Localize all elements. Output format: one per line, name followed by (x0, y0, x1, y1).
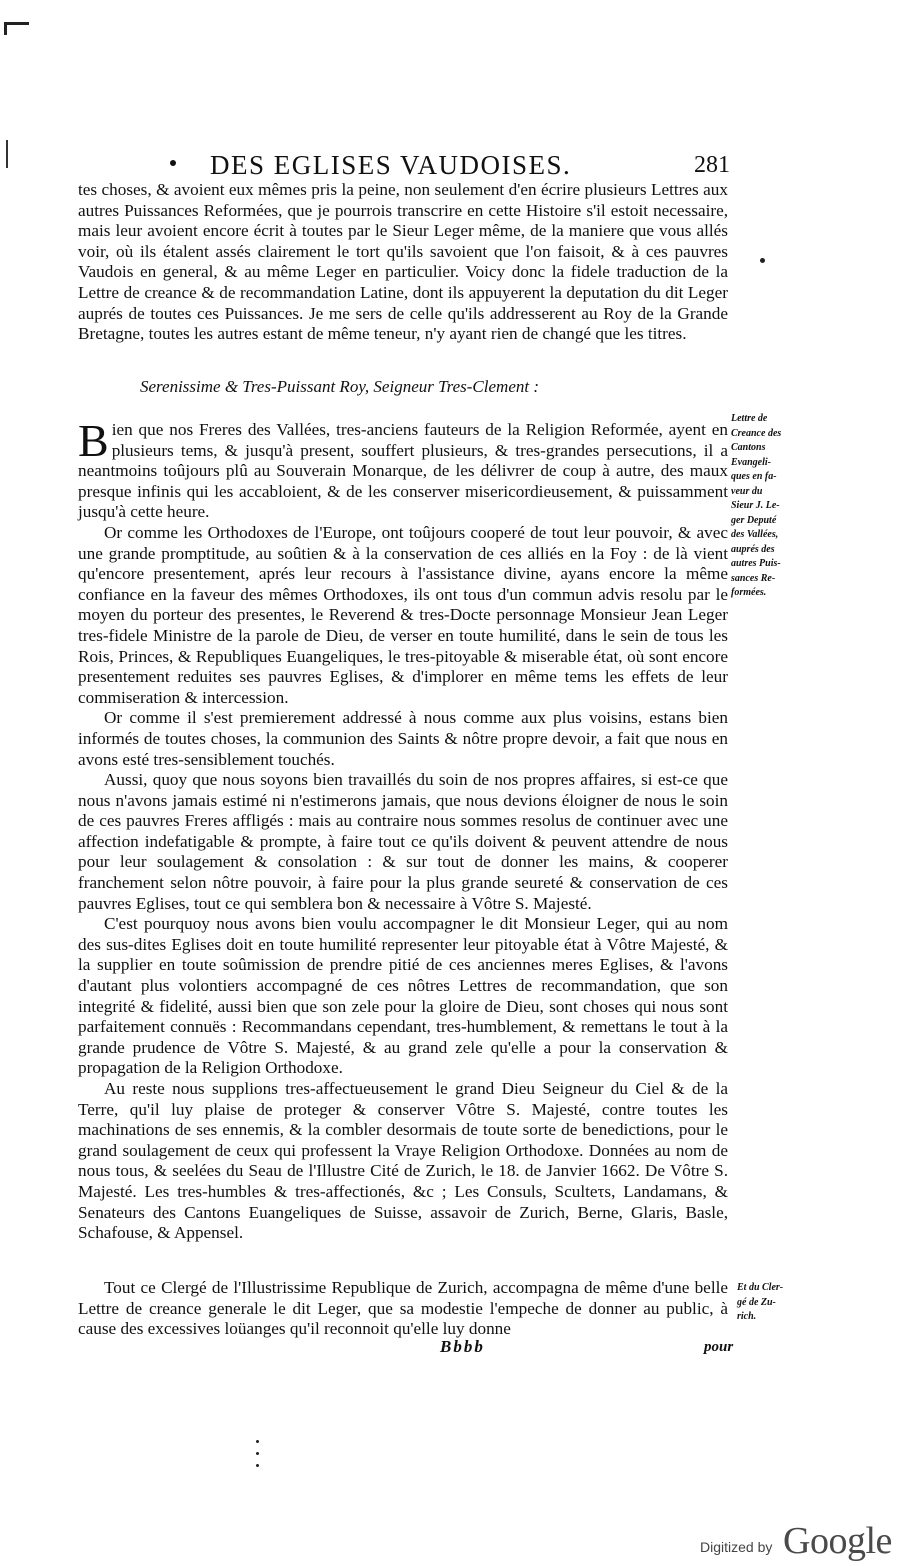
digitizer-watermark (700, 1522, 900, 1562)
ink-blot (760, 258, 765, 263)
letter-salutation: Serenissime & Tres-Puissant Roy, Seigneur Tres-Clement : (140, 377, 539, 396)
drop-cap: B (78, 415, 109, 466)
ink-speck (256, 1464, 259, 1467)
letter-paragraph: Bien que nos Freres des Vallées, tres-anciens fauteurs de la Religion Reformée, ayent en plusieurs tems, & jusqu'à present, souffert plusieurs, & tres-grandes persecutions, il a neantmoins toûjours plû au Souverain Monarque, de les délivrer de coup à autre, des maux presque infinis qui les accabloient, & de les conserver misericordieusement, & puissamment jusqu'à cette heure. (78, 415, 728, 522)
scan-corner-mark (4, 22, 29, 35)
letter-paragraph: Or comme il s'est premierement addressé à nous comme aux plus voisins, estans bien informés de toutes choses, la communion des Saints & nôtre propre devoir, a fait que nous en avons esté tres-sensiblement touchés. (78, 708, 728, 769)
catchword: pour (704, 1339, 734, 1355)
header-bullet (170, 160, 176, 166)
letter-paragraph: C'est pourquoy nous avons bien voulu accompagner le dit Monsieur Leger, qui au nom des sus-dites Eglises doit en toute humilité representer leur pitoyable état à Vôtre Majesté, & la supplier en toute soûmission de prendre pitié de ces anciennes meres Eglises, & l'avons d'autant plus volontiers accompagné de ces nôtres Lettres de recommandation, que son integrité & fidelité, aussi bien que son zele pour la gloire de Dieu, sont choses qui nous sont parfaitement connuës : Recommandans cependant, tres-humblement, & remettans le tout à la grande prudence de Vôtre S. Majesté, & au grand zele qu'elle a pour la conservation & propagation de la Religion Orthodoxe. (78, 914, 728, 1078)
letter-paragraph: Or comme les Orthodoxes de l'Europe, ont toûjours cooperé de tout leur pouvoir, & avec une grande promptitude, au soûtien & à la conservation de ces alliés en la Foy : de là vient qu'encore presentement, aprés leur recours à l'assistance divine, ayans encore la même confiance en la faveur des mêmes Orthodoxes, ils ont tous d'un commun advis resolu par le moyen du porteur des presentes, le Reverend & tres-Docte personnage Monsieur Jean Leger tres-fidele Ministre de la parole de Dieu, de verser en toute humilité, dans le sein de tous les Rois, Princes, & Republiques Euangeliques, le tres-pitoyable & miserable état, où sont encore presentement reduites ses pauvres Eglises, & d'implorer en même tems les effets de leur commiseration & intercession. (78, 522, 728, 707)
marginal-note-letter: Lettre de Creance des Cantons Evangeli- ques en fa- veur du Sieur J. Le- ger Deputé des Vallées, auprés des autres Puis- sances Re- formées. (731, 413, 782, 598)
letter-body (78, 415, 728, 1244)
letter-paragraph: Aussi, quoy que nous soyons bien travaillés du soin de nos propres affaires, si est-ce que nous n'avons jamais estimé ni n'estimerons jamais, que nous devions éloigner de nous le soin de ces pauvres Freres affligés : mais au contraire nous sommes resolus de continuer avec une affection indefatigable & prompte, à faire tout ce qu'ils doivent & peuvent attendre de nous pour leur soulagement & consolation : & sur tout de donner les mains, & cooperer franchement selon nôtre pouvoir, à faire pour la plus grande seureté & conservation de ces pauvres Eglises, tout ce qui semblera bon & necessaire à Vôtre S. Majesté. (78, 770, 728, 913)
marginal-note-clergy: Et du Cler- gé de Zu- rich. (737, 1282, 784, 1322)
scan-edge-mark (6, 140, 8, 168)
closing-text: Tout ce Clergé de l'Illustrissime Republique de Zurich, accompagna de même d'une belle Lettre de creance generale le dit Leger, que sa modestie l'empeche de donner au public, à cause des excessives loüanges qu'il reconnoit qu'elle luy donne (78, 1278, 728, 1339)
running-title: DES EGLISES VAUDOISES. (210, 150, 572, 180)
closing-paragraph (78, 1278, 728, 1340)
ink-speck (256, 1440, 259, 1443)
ink-speck (256, 1452, 259, 1455)
google-logo: Google (783, 1520, 892, 1562)
letter-paragraph: Au reste nous supplions tres-affectueusement le grand Dieu Seigneur du Ciel & de la Terre, qu'il luy plaise de proteger & conserver Vôtre S. Majesté, contre toutes les machinations de ses ennemis, & la combler desormais de toute sorte de benedictions, pour le grand soulagement de ceux qui professent la Vraye Religion Orthodoxe. Données au nom de nous tous, & seelées du Seau de l'Illustre Cité de Zurich, le 18. de Janvier 1662. De Vôtre S. Majesté. Les tres-humbles & tres-affectionés, &c ; Les Consuls, Sculteτs, Landamans, & Senateurs des Cantons Euangeliques de Suisse, assavoir de Zurich, Berne, Glaris, Basle, Schafouse, & Appensel. (78, 1079, 728, 1243)
running-header (170, 150, 730, 180)
signature-mark: Bbbb (440, 1337, 485, 1356)
page-number: 281 (694, 152, 730, 178)
intro-text: tes choses, & avoient eux mêmes pris la peine, non seulement d'en écrire plusieurs Lettres aux autres Puissances Reformées, que je pourrois transcrire en cette Histoire s'il estoit necessaire, mais leur avoient encore écrit à toutes par le Sieur Leger même, de la maniere que vous allés voir, où ils étalent assés clairement le tort qu'ils savoient que l'on faisoit, & à ces pauvres Vaudois en general, & au même Leger en particulier. Voicy donc la fidele traduction de la Lettre de creance & de recommandation Latine, dont ils appuyerent la deputation du dit Leger auprés de toutes ces Puissances. Je me sers de celle qu'ils addresserent au Roy de la Grande Bretagne, toutes les autres estant de même teneur, n'y ayant rien de changé que les titres. (78, 180, 728, 344)
digitized-by-label: Digitized by (700, 1539, 773, 1555)
intro-paragraph (78, 180, 728, 345)
